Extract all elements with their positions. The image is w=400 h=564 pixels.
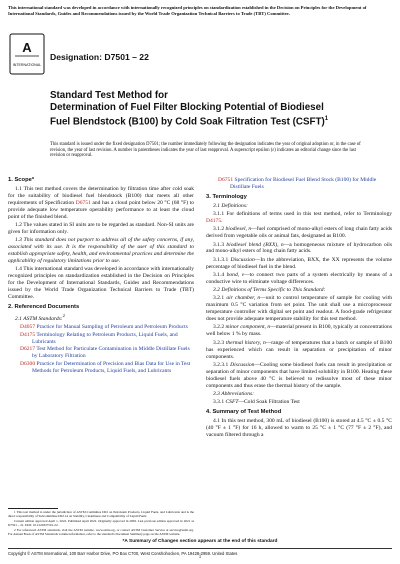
para-3-3: 3.3 Abbreviations: (213, 390, 254, 397)
left-column (8, 177, 194, 375)
document-title (50, 90, 390, 128)
para-3-2-3-1: 3.2.3.1 Discussion—Cooling some biodiesel fuels can result in precipitation or separation of minor components that have limited solubility in B100. Heating these biodiesel fuels above 40 °C is believed to redissolve most of these minor components and thus erase the thermal history of the sample. (206, 361, 393, 389)
para-3-1: 3.1 Definitions: (213, 202, 248, 209)
d4175-link[interactable]: D4175 (20, 331, 36, 338)
d6751-link[interactable]: D6751 (75, 199, 91, 206)
d6217-link[interactable]: D6217 (20, 346, 36, 353)
d6751-ref-link[interactable]: D6751 (218, 177, 234, 183)
astm-logo (9, 33, 45, 75)
para-1-4: 1.4 This international standard was developed in accordance with internationally recognized principles on standardization established in the Decision on Principles for the Development of International Standards, Guides and Recommendations issued by the World Trade Organization Technical Barriers to Trade (TBT) Committee. (8, 266, 194, 301)
para-1-1: 1.1 This test method covers the determination by filtration time after cold soak for the suitability of biodiesel fuel blendstock (B100) that meets all other requirements of Specification D6751 and has a cloud point below 20 °C (68 °F) to provide adequate low temperature operability performance to at least the cloud point of the finished blend. (8, 185, 194, 220)
footnote-2: 2 For referenced ASTM standards, visit the ASTM website, www.astm.org, or contact ASTM Customer Service at service@astm.org. For Annual Book of ASTM Standards volume information, refer to the standard's Document Summary page on the ASTM website. (8, 527, 194, 536)
ref-d6300: D6300 Practice for Determination of Precision and Bias Data for Use in Test Methods for Petroleum Products, Liquid Fuels, and Lubricants (20, 360, 191, 374)
d4175-term-link[interactable]: D4175 (206, 218, 222, 225)
para-1-3: 1.3 This standard does not purport to address all of the safety concerns, if any, associated with its use. It is the responsibility of the user of this standard to establish appropriate safety, health, and environmental practices and determine the applicability of regulatory limitations prior to use. (8, 237, 194, 265)
d4057-link[interactable]: D4057 (20, 324, 36, 331)
designation: Designation: D7501 – 22 (50, 52, 149, 62)
copyright-line: Copyright © ASTM International, 100 Barr Harbor Drive, PO Box C700, West Conshohocken, PA 19428-2959. United States (8, 548, 392, 556)
section-1-heading: 1. Scope* (8, 177, 35, 183)
para-3-2-3: 3.2.3 thermal history, n—range of temperatures that a batch or sample of B100 has experienced which can result in separation or precipitation of minor components. (206, 339, 393, 360)
para-3-1-4: 3.1.4 bond, v—to connect two parts of a system electrically by means of a conductive wire to eliminate voltage differences. (206, 271, 392, 285)
title-line-3: Fuel Blendstock (B100) by Cold Soak Filtration Test (CSFT)$^1$ (50, 115, 329, 127)
para-2-1: 2.1 ASTM Standards:$^2$ (15, 313, 65, 322)
para-3-1-3-1: 3.1.3.1 Discussion—In the abbreviation, BXX, the XX represents the volume percentage of biodiesel fuel in the blend. (206, 256, 393, 270)
ref-d4057: D4057 Practice for Manual Sampling of Petroleum and Petroleum Products (20, 324, 188, 331)
title-footnote-mark: 1 (324, 115, 329, 122)
para-3-1-2: 3.1.2 biodiesel, n—fuel comprised of mono-alkyl esters of long chain fatty acids derived from vegetable oils or animal fats, designated as B100. (206, 226, 393, 240)
title-line-1: Standard Test Method for (50, 90, 168, 101)
footnote-rule (8, 508, 58, 509)
footnotes (8, 508, 194, 538)
section-2-heading: 2. Referenced Documents (8, 304, 80, 311)
logo-text: INTERNATIONAL (12, 63, 42, 67)
section-4-heading: 4. Summary of Test Method (206, 409, 282, 416)
international-notice: This international standard was developed in accordance with internationally recognized principles on standardization established in the Decision on Principles for the Development of International Standards, Guides and Recommendations issued by the World Trade Organization Technical Barriers to Trade (TBT) Committee. (8, 5, 367, 16)
page-number: 1 (198, 555, 202, 560)
para-3-2: 3.2 Definitions of Terms Specific to This Standard: (213, 287, 326, 294)
para-3-1-3: 3.1.3 biodiesel blend (BXX), n—a homogeneous mixture of hydrocarbon oils and mono-alkyl esters of long chain fatty acids. (206, 241, 392, 255)
para-1-2: 1.2 The values stated in SI units are to be regarded as standard. Non-SI units are given for information only. (8, 222, 194, 235)
issuance-statement: This standard is issued under the fixed designation D7501; the number immediately following the designation indicates the year of original adoption or, in the case of revision, the year of last revision. A number in parentheses indicates the year of last reapproval. A superscript epsilon (ε) indicates an editorial change since the last revision or reapproval. (50, 142, 361, 159)
right-column (206, 177, 392, 440)
footnote-1: 1 This test method is under the jurisdiction of ASTM Committee D02 on Petroleum Products, Liquid Fuels, and Lubricants and is the direct responsibility of Subcommittee D02.14 on Stability, Cleanliness and Compatibility of Liquid Fuels. (8, 510, 194, 518)
para-3-1-1: 3.1.1 For definitions of terms used in this test method, refer to Terminology D4175. (206, 211, 392, 225)
para-3-2-2: 3.2.2 minor component, n—material present in B100, typically at concentrations well below 1 % by mass. (206, 324, 392, 338)
title-line-2: Determination of Fuel Filter Blocking Potential of Biodiesel (50, 101, 324, 113)
d6300-link[interactable]: D6300 (20, 360, 36, 367)
para-3-2-1: 3.2.1 air chamber, n—unit to control temperature of sample for cooling with maximum 0.5 °C variation from set point. The unit shall use a microprocessor temperature controller with digital set point and readout. A food-grade refrigerator does not provide adequate temperature stability for this test method. (206, 295, 393, 323)
summary-of-changes-note: *A Summary of Changes section appears at the end of this standard (122, 539, 278, 544)
ref-d6217: D6217 Test Method for Particulate Contamination in Middle Distillate Fuels by Laboratory Filtration (20, 346, 190, 360)
ref-d4175: D4175 Terminology Relating to Petroleum Products, Liquid Fuels, and Lubricants (20, 331, 178, 345)
para-3-3-1: 3.3.1 CSFT—Cold Soak Filtration Test (213, 399, 300, 406)
svg-text:A: A (22, 40, 32, 55)
footnote-1-edition: Current edition approved April 1, 2022. Published April 2022. Originally approved in 2009. Last previous edition approved in 2021 as D7501 – 21. DOI: 10.1520/D7501-22. (8, 518, 194, 527)
para-4-1: 4.1 In this test method, 300 mL of biodiesel (B100) is stored at 4.5 °C ± 0.5 °C (40 °F ± 1 °F) for 16 h, allowed to warm to 25 °C ± 1 °C (77 °F ± 2 °F), and vacuum filtered through a (206, 418, 392, 439)
ref-d6751: D6751 Specification for Biodiesel Fuel Blend Stock (B100) for Middle Distillate Fuels (218, 177, 377, 190)
section-3-heading: 3. Terminology (206, 193, 247, 200)
